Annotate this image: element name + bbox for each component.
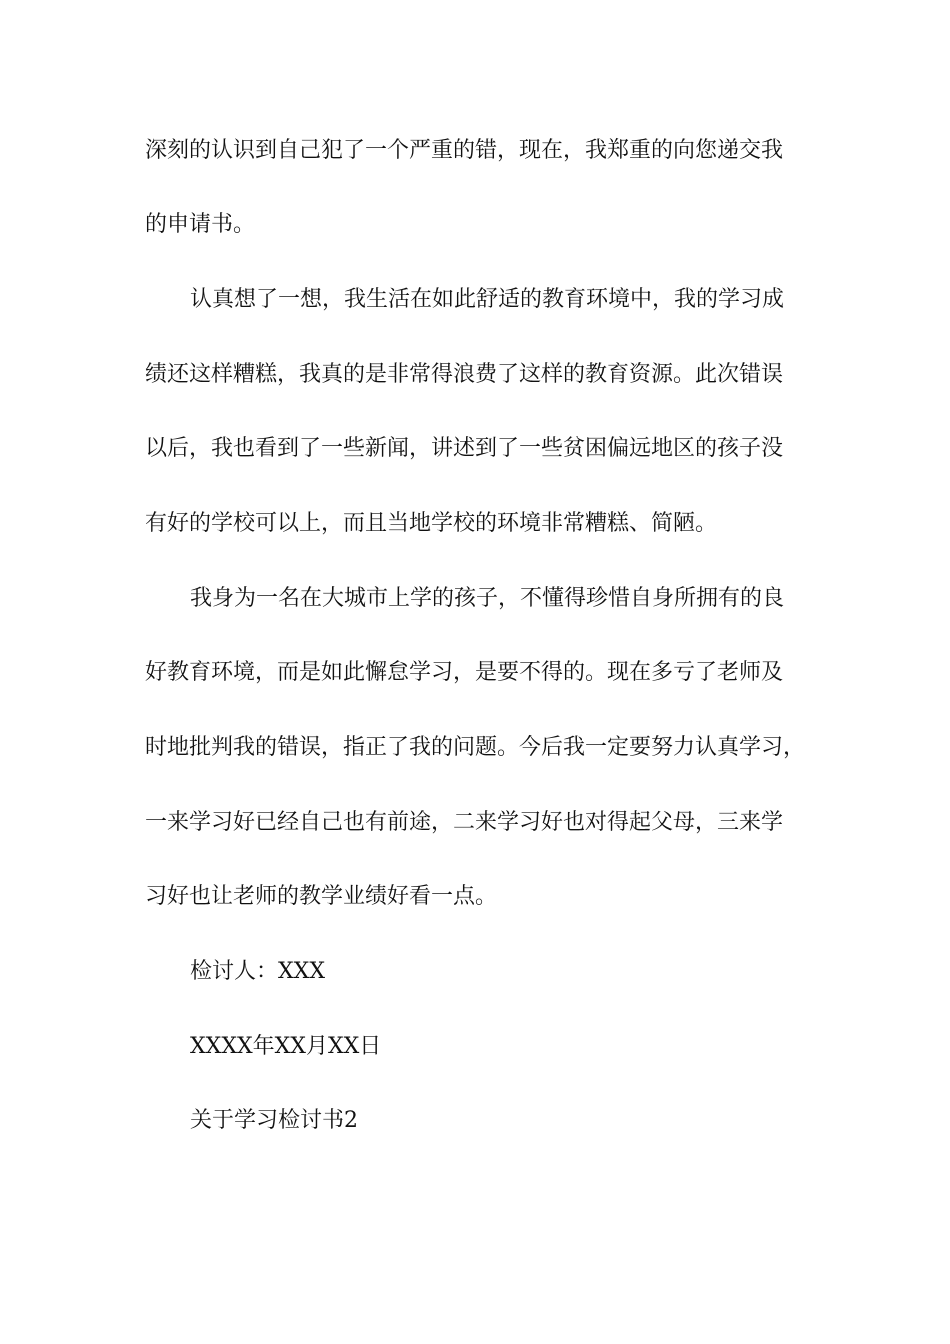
signature-line: 检讨人：XXX <box>190 959 325 984</box>
paragraph-line: 我身为一名在大城市上学的孩子，不懂得珍惜自身所拥有的良 <box>190 586 785 611</box>
section-heading: 关于学习检讨书2 <box>190 1108 358 1133</box>
paragraph-line: 一来学习好已经自己也有前途，二来学习好也对得起父母，三来学 <box>145 810 784 835</box>
paragraph-line: 习好也让老师的教学业绩好看一点。 <box>145 884 498 909</box>
paragraph-line: 深刻的认识到自己犯了一个严重的错，现在，我郑重的向您递交我 <box>145 138 784 163</box>
paragraph-line: 有好的学校可以上，而且当地学校的环境非常糟糕、简陋。 <box>145 511 718 536</box>
paragraph-line: 绩还这样糟糕，我真的是非常得浪费了这样的教育资源。此次错误 <box>145 362 784 387</box>
paragraph-line: 时地批判我的错误，指正了我的问题。今后我一定要努力认真学习， <box>145 735 806 760</box>
paragraph-line: 认真想了一想，我生活在如此舒适的教育环境中，我的学习成 <box>190 287 785 312</box>
date-line: XXXX年XX月XX日 <box>190 1034 382 1059</box>
paragraph-line: 好教育环境，而是如此懈怠学习，是要不得的。现在多亏了老师及 <box>145 660 784 685</box>
paragraph-line: 的申请书。 <box>145 212 256 237</box>
paragraph-line: 以后，我也看到了一些新闻，讲述到了一些贫困偏远地区的孩子没 <box>145 436 784 461</box>
